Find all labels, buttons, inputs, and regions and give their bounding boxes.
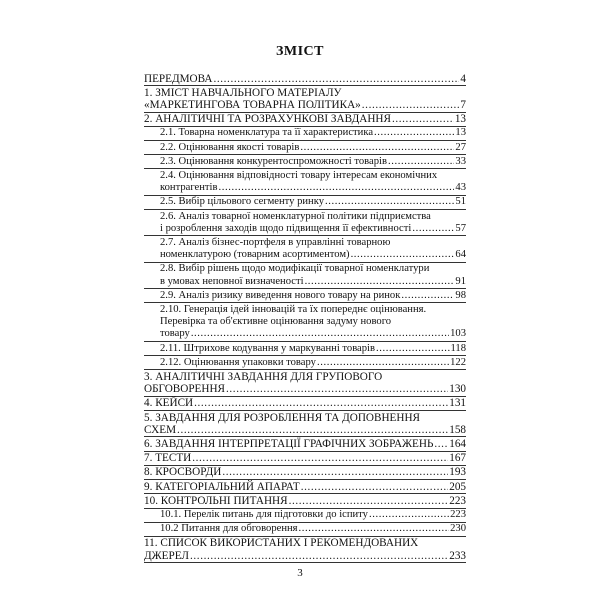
toc-entry — [144, 236, 466, 262]
toc-entry-page: 43 — [455, 182, 466, 194]
toc-entry-text: 2.3. Оцінювання конкурентоспроможності товарів — [160, 155, 387, 167]
dot-leader — [305, 276, 455, 288]
toc-entry-text: 2.9. Аналіз ризику виведення нового товару на ринок — [160, 289, 401, 301]
dot-leader — [194, 397, 448, 409]
dot-leader — [362, 99, 460, 111]
dot-leader — [222, 466, 448, 478]
toc-entry-text: 2.2. Оцінювання якості товарів — [160, 141, 300, 153]
toc-entry-page: 223 — [450, 509, 466, 520]
toc-entry-text: 6. ЗАВДАННЯ ІНТЕРПРЕТАЦІЇ ГРАФІЧНИХ ЗОБРАЖЕНЬ — [144, 437, 434, 450]
dot-leader — [301, 481, 449, 493]
toc-entry-text: 2.1. Товарна номенклатура та її характеристика — [160, 127, 374, 139]
toc-entry-text: 8. КРОСВОРДИ — [144, 466, 222, 479]
toc-entry — [144, 342, 466, 356]
toc-entry — [144, 210, 466, 236]
toc-entry-page: 103 — [450, 328, 466, 340]
toc-entry-page: 131 — [449, 397, 466, 410]
dot-leader — [317, 357, 449, 369]
toc-entry-page: 230 — [450, 523, 466, 535]
toc-entry — [144, 155, 466, 169]
toc-entry — [144, 370, 466, 396]
toc-entry-text: СХЕМ — [144, 423, 177, 436]
dot-leader — [289, 495, 449, 507]
toc-entry-text: 3. АНАЛІТИЧНІ ЗАВДАННЯ ДЛЯ ГРУПОВОГО — [144, 370, 383, 383]
dot-leader — [351, 249, 455, 261]
toc-entry — [144, 127, 466, 141]
dot-leader — [401, 290, 454, 302]
toc-entry-text: 4. КЕЙСИ — [144, 397, 194, 410]
toc-entry-page: 223 — [449, 494, 466, 507]
toc-entry-page: 118 — [450, 342, 466, 354]
dot-leader — [213, 73, 459, 85]
dot-leader — [226, 383, 448, 395]
toc-entry — [144, 141, 466, 155]
toc-entry — [144, 466, 466, 480]
toc-entry-page: 98 — [455, 289, 466, 301]
toc-entry — [144, 437, 466, 451]
toc-entry-text: 2.8. Вибір рішень щодо модифікації товарної номенклатури — [160, 263, 430, 275]
toc-entry-page: 7 — [460, 98, 466, 111]
dot-leader — [369, 509, 449, 521]
toc-entry-text: 2.11. Штрихове кодування у маркуванні товарів — [160, 342, 376, 354]
toc-entry-page: 233 — [449, 549, 466, 562]
toc-entry-text: контрагентів — [160, 182, 218, 194]
toc-entry — [144, 397, 466, 411]
toc-entry-page: 205 — [449, 480, 466, 493]
toc-entry-text: 11. СПИСОК ВИКОРИСТАНИХ І РЕКОМЕНДОВАНИХ — [144, 537, 419, 550]
toc-entry-text: 2. АНАЛІТИЧНІ ТА РОЗРАХУНКОВІ ЗАВДАННЯ — [144, 113, 391, 126]
toc-entry-text: 2.6. Аналіз товарної номенклатурної політики підприємства — [160, 210, 431, 222]
page-title: ЗМІСТ — [276, 44, 324, 59]
toc-entry-page: 51 — [455, 196, 466, 208]
toc-entry-text: і розроблення заходів щодо підвищення її ефективності — [160, 222, 412, 234]
toc-entry — [144, 263, 466, 289]
dot-leader — [376, 343, 449, 355]
toc-entry-text: «МАРКЕТИНГОВА ТОВАРНА ПОЛІТИКА» — [144, 98, 361, 111]
toc-entry-text: ДЖЕРЕЛ — [144, 549, 189, 562]
page-number: 3 — [297, 567, 303, 579]
toc-entry-page: 13 — [454, 113, 466, 126]
dot-leader — [177, 424, 448, 436]
toc-entry-text: номенклатурою (товарним асортиментом) — [160, 249, 350, 261]
toc-entry-text: ОБГОВОРЕННЯ — [144, 383, 225, 396]
toc-entry-page: 167 — [449, 452, 466, 465]
toc-entry — [144, 169, 466, 195]
toc-entry-text: 7. ТЕСТИ — [144, 452, 192, 465]
toc-entry — [144, 196, 466, 210]
toc-entry-page: 64 — [455, 249, 466, 261]
toc-entry-text: 2.5. Вибір цільового сегменту ринку — [160, 196, 325, 208]
dot-leader — [218, 182, 454, 194]
toc-entry — [144, 509, 466, 523]
toc-entry-text: в умовах неповної визначеності — [160, 275, 304, 287]
toc-entry-text: Перевірка та об'єктивне оцінювання задуму нового — [160, 316, 392, 328]
toc-entry-text: 2.10. Генерація ідей інновацій та їх попереднє оцінювання. — [160, 303, 427, 315]
table-of-contents — [144, 72, 466, 563]
toc-entry-page: 57 — [455, 222, 466, 234]
toc-entry — [144, 356, 466, 370]
dot-leader — [434, 438, 448, 450]
toc-entry-page: 130 — [449, 383, 466, 396]
toc-entry — [144, 537, 466, 563]
toc-entry — [144, 113, 466, 127]
toc-entry-page: 33 — [455, 155, 466, 167]
toc-entry — [144, 303, 466, 342]
toc-entry-page: 4 — [460, 72, 466, 85]
dot-leader — [392, 113, 454, 125]
dot-leader — [299, 523, 450, 535]
dot-leader — [388, 156, 454, 168]
dot-leader — [191, 328, 449, 340]
toc-entry-text: товару — [160, 328, 190, 340]
toc-entry — [144, 411, 466, 437]
dot-leader — [374, 127, 454, 139]
toc-entry-page: 122 — [450, 356, 466, 368]
dot-leader — [325, 196, 454, 208]
toc-entry — [144, 289, 466, 303]
toc-entry-page: 158 — [449, 423, 466, 436]
toc-entry — [144, 494, 466, 508]
toc-entry — [144, 480, 466, 494]
toc-entry-text: 10.2 Питання для обговорення — [160, 523, 298, 535]
toc-entry-text: 2.4. Оцінювання відповідності товару інтересам економічних — [160, 169, 438, 181]
toc-entry-text: 10.1. Перелік питань для підготовки до іспиту — [160, 509, 368, 520]
toc-entry-page: 193 — [449, 466, 466, 479]
toc-entry-page: 91 — [455, 275, 466, 287]
toc-entry-text: ПЕРЕДМОВА — [144, 72, 213, 85]
toc-entry — [144, 523, 466, 537]
dot-leader — [190, 550, 448, 562]
dot-leader — [300, 142, 454, 154]
toc-entry-page: 27 — [455, 141, 466, 153]
toc-entry-page: 164 — [449, 437, 466, 450]
toc-entry — [144, 452, 466, 466]
toc-entry-text: 5. ЗАВДАННЯ ДЛЯ РОЗРОБЛЕННЯ ТА ДОПОВНЕННЯ — [144, 411, 420, 424]
toc-entry-text: 2.12. Оцінювання упаковки товару — [160, 356, 316, 368]
toc-entry-text: 9. КАТЕГОРІАЛЬНИЙ АПАРАТ — [144, 480, 300, 493]
dot-leader — [412, 223, 454, 235]
toc-entry — [144, 72, 466, 86]
toc-entry — [144, 86, 466, 112]
toc-entry-text: 10. КОНТРОЛЬНІ ПИТАННЯ — [144, 494, 288, 507]
toc-entry-text: 2.7. Аналіз бізнес-портфеля в управлінні товарною — [160, 236, 391, 248]
dot-leader — [192, 452, 448, 464]
toc-entry-text: 1. ЗМІСТ НАВЧАЛЬНОГО МАТЕРІАЛУ — [144, 86, 342, 99]
toc-entry-page: 13 — [455, 127, 466, 139]
